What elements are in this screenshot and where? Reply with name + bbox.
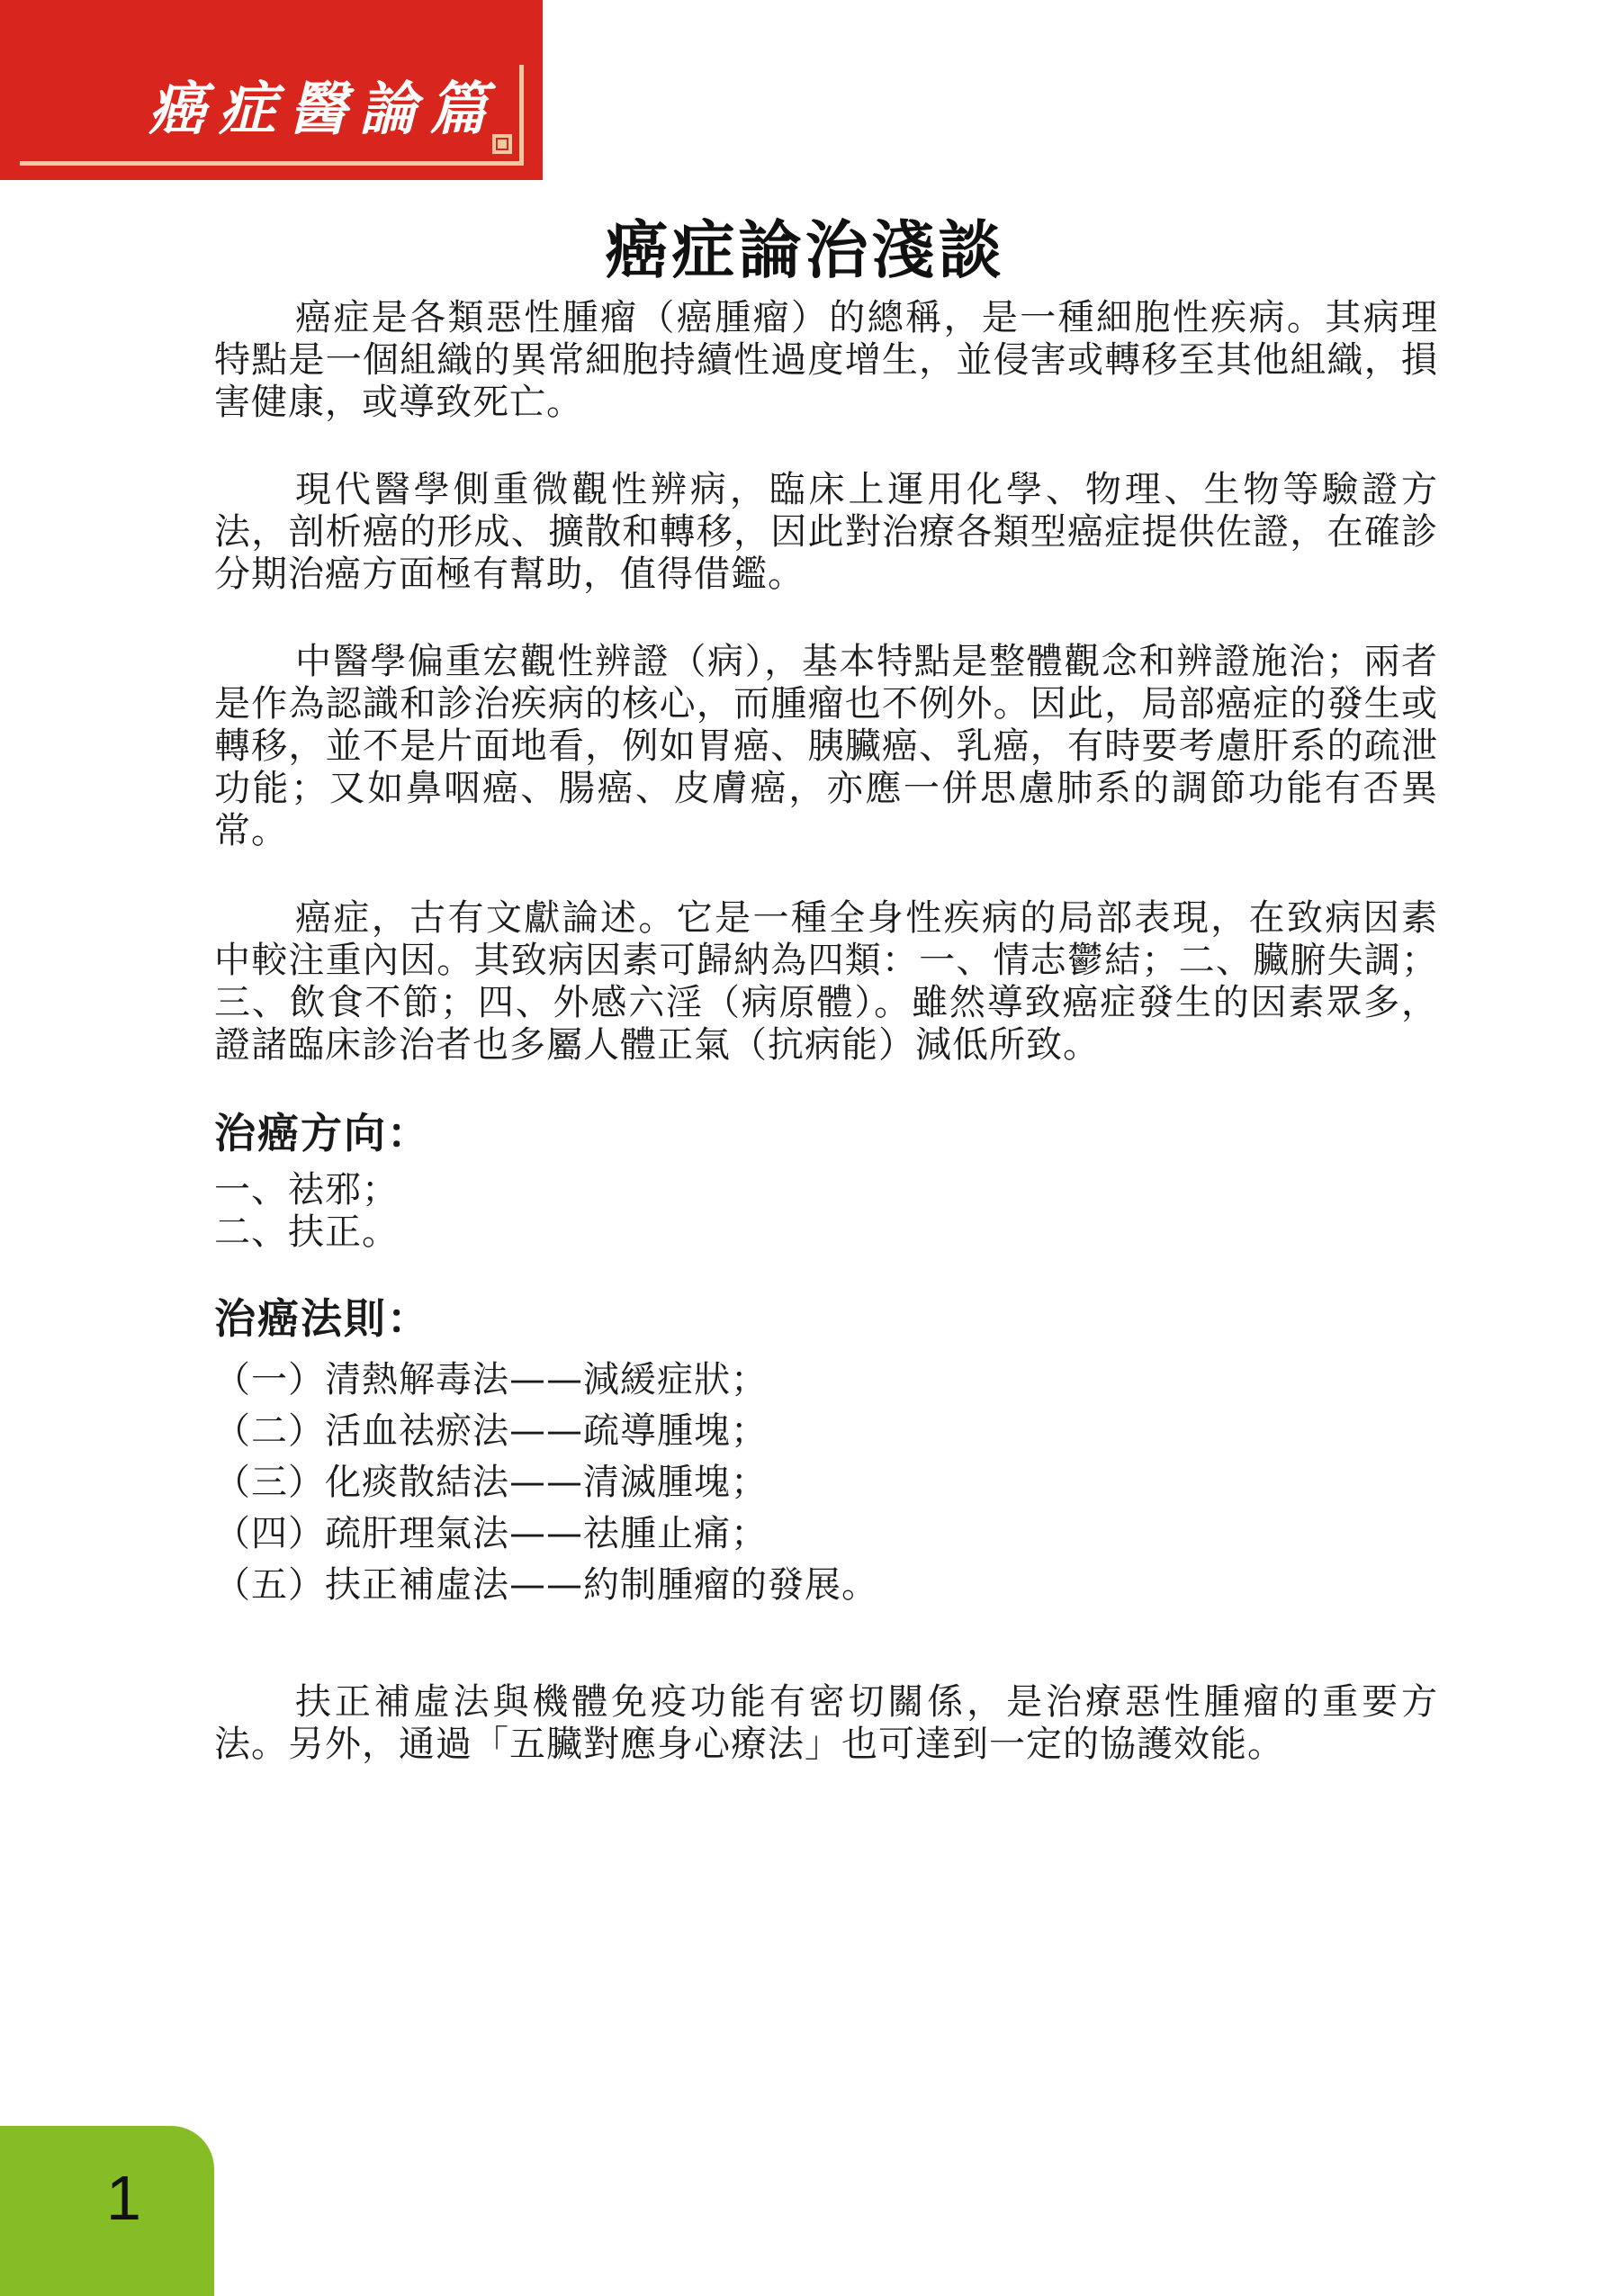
banner-title: 癌症醫論篇 [148, 76, 499, 143]
page-number: 1 [106, 2163, 141, 2233]
directions-heading: 治癌方向： [214, 1109, 430, 1157]
list-item: （四）疏肝理氣法——祛腫止痛； [214, 1513, 768, 1554]
directions-list [214, 1169, 1438, 1254]
list-item: （三）化痰散結法——清滅腫塊； [214, 1462, 768, 1503]
list-item: 二、扶正。 [214, 1211, 399, 1253]
list-item: （二）活血祛瘀法——疏導腫塊； [214, 1410, 768, 1452]
paragraph-definition: 癌症是各類惡性腫瘤（癌腫瘤）的總稱，是一種細胞性疾病。其病理特點是一個組織的異常細胞持續性過度增生，並侵害或轉移至其他組織，損害健康，或導致死亡。 [214, 297, 1438, 423]
page-title: 癌症論治淺談 [605, 213, 1005, 287]
list-item: （一）清熱解毒法——減緩症狀； [214, 1359, 768, 1400]
paragraph-closing: 扶正補虛法與機體免疫功能有密切關係，是治療惡性腫瘤的重要方法。另外，通過「五臟對應身心療法」也可達到一定的協護效能。 [214, 1681, 1438, 1765]
paragraph-causes: 癌症，古有文獻論述。它是一種全身性疾病的局部表現，在致病因素中較注重內因。其致病因素可歸納為四類：一、情志鬱結；二、臟腑失調；三、飲食不節；四、外感六淫（病原體）。雖然導致癌症發生的因素眾多，證諸臨床診治者也多屬人體正氣（抗病能）減低所致。 [214, 897, 1438, 1066]
spacer [214, 1649, 1438, 1681]
paragraph-chinese-medicine: 中醫學偏重宏觀性辨證（病），基本特點是整體觀念和辨證施治；兩者是作為認識和診治疾病的核心，而腫瘤也不例外。因此，局部癌症的發生或轉移，並不是片面地看，例如胃癌、胰臟癌、乳癌，有時要考慮肝系的疏泄功能；又如鼻咽癌、腸癌、皮膚癌，亦應一併思慮肺系的調節功能有否異常。 [214, 641, 1438, 851]
section-banner [0, 0, 543, 180]
methods-list [214, 1355, 1438, 1611]
paragraph-modern-medicine: 現代醫學側重微觀性辨病，臨床上運用化學、物理、生物等驗證方法，剖析癌的形成、擴散和轉移，因此對治療各類型癌症提供佐證，在確診分期治癌方面極有幫助，值得借鑑。 [214, 469, 1438, 595]
article-body [214, 297, 1438, 1811]
list-item: 一、祛邪； [214, 1169, 399, 1211]
methods-heading: 治癌法則： [214, 1294, 430, 1343]
list-item: （五）扶正補虛法——約制腫瘤的發展。 [214, 1564, 878, 1606]
